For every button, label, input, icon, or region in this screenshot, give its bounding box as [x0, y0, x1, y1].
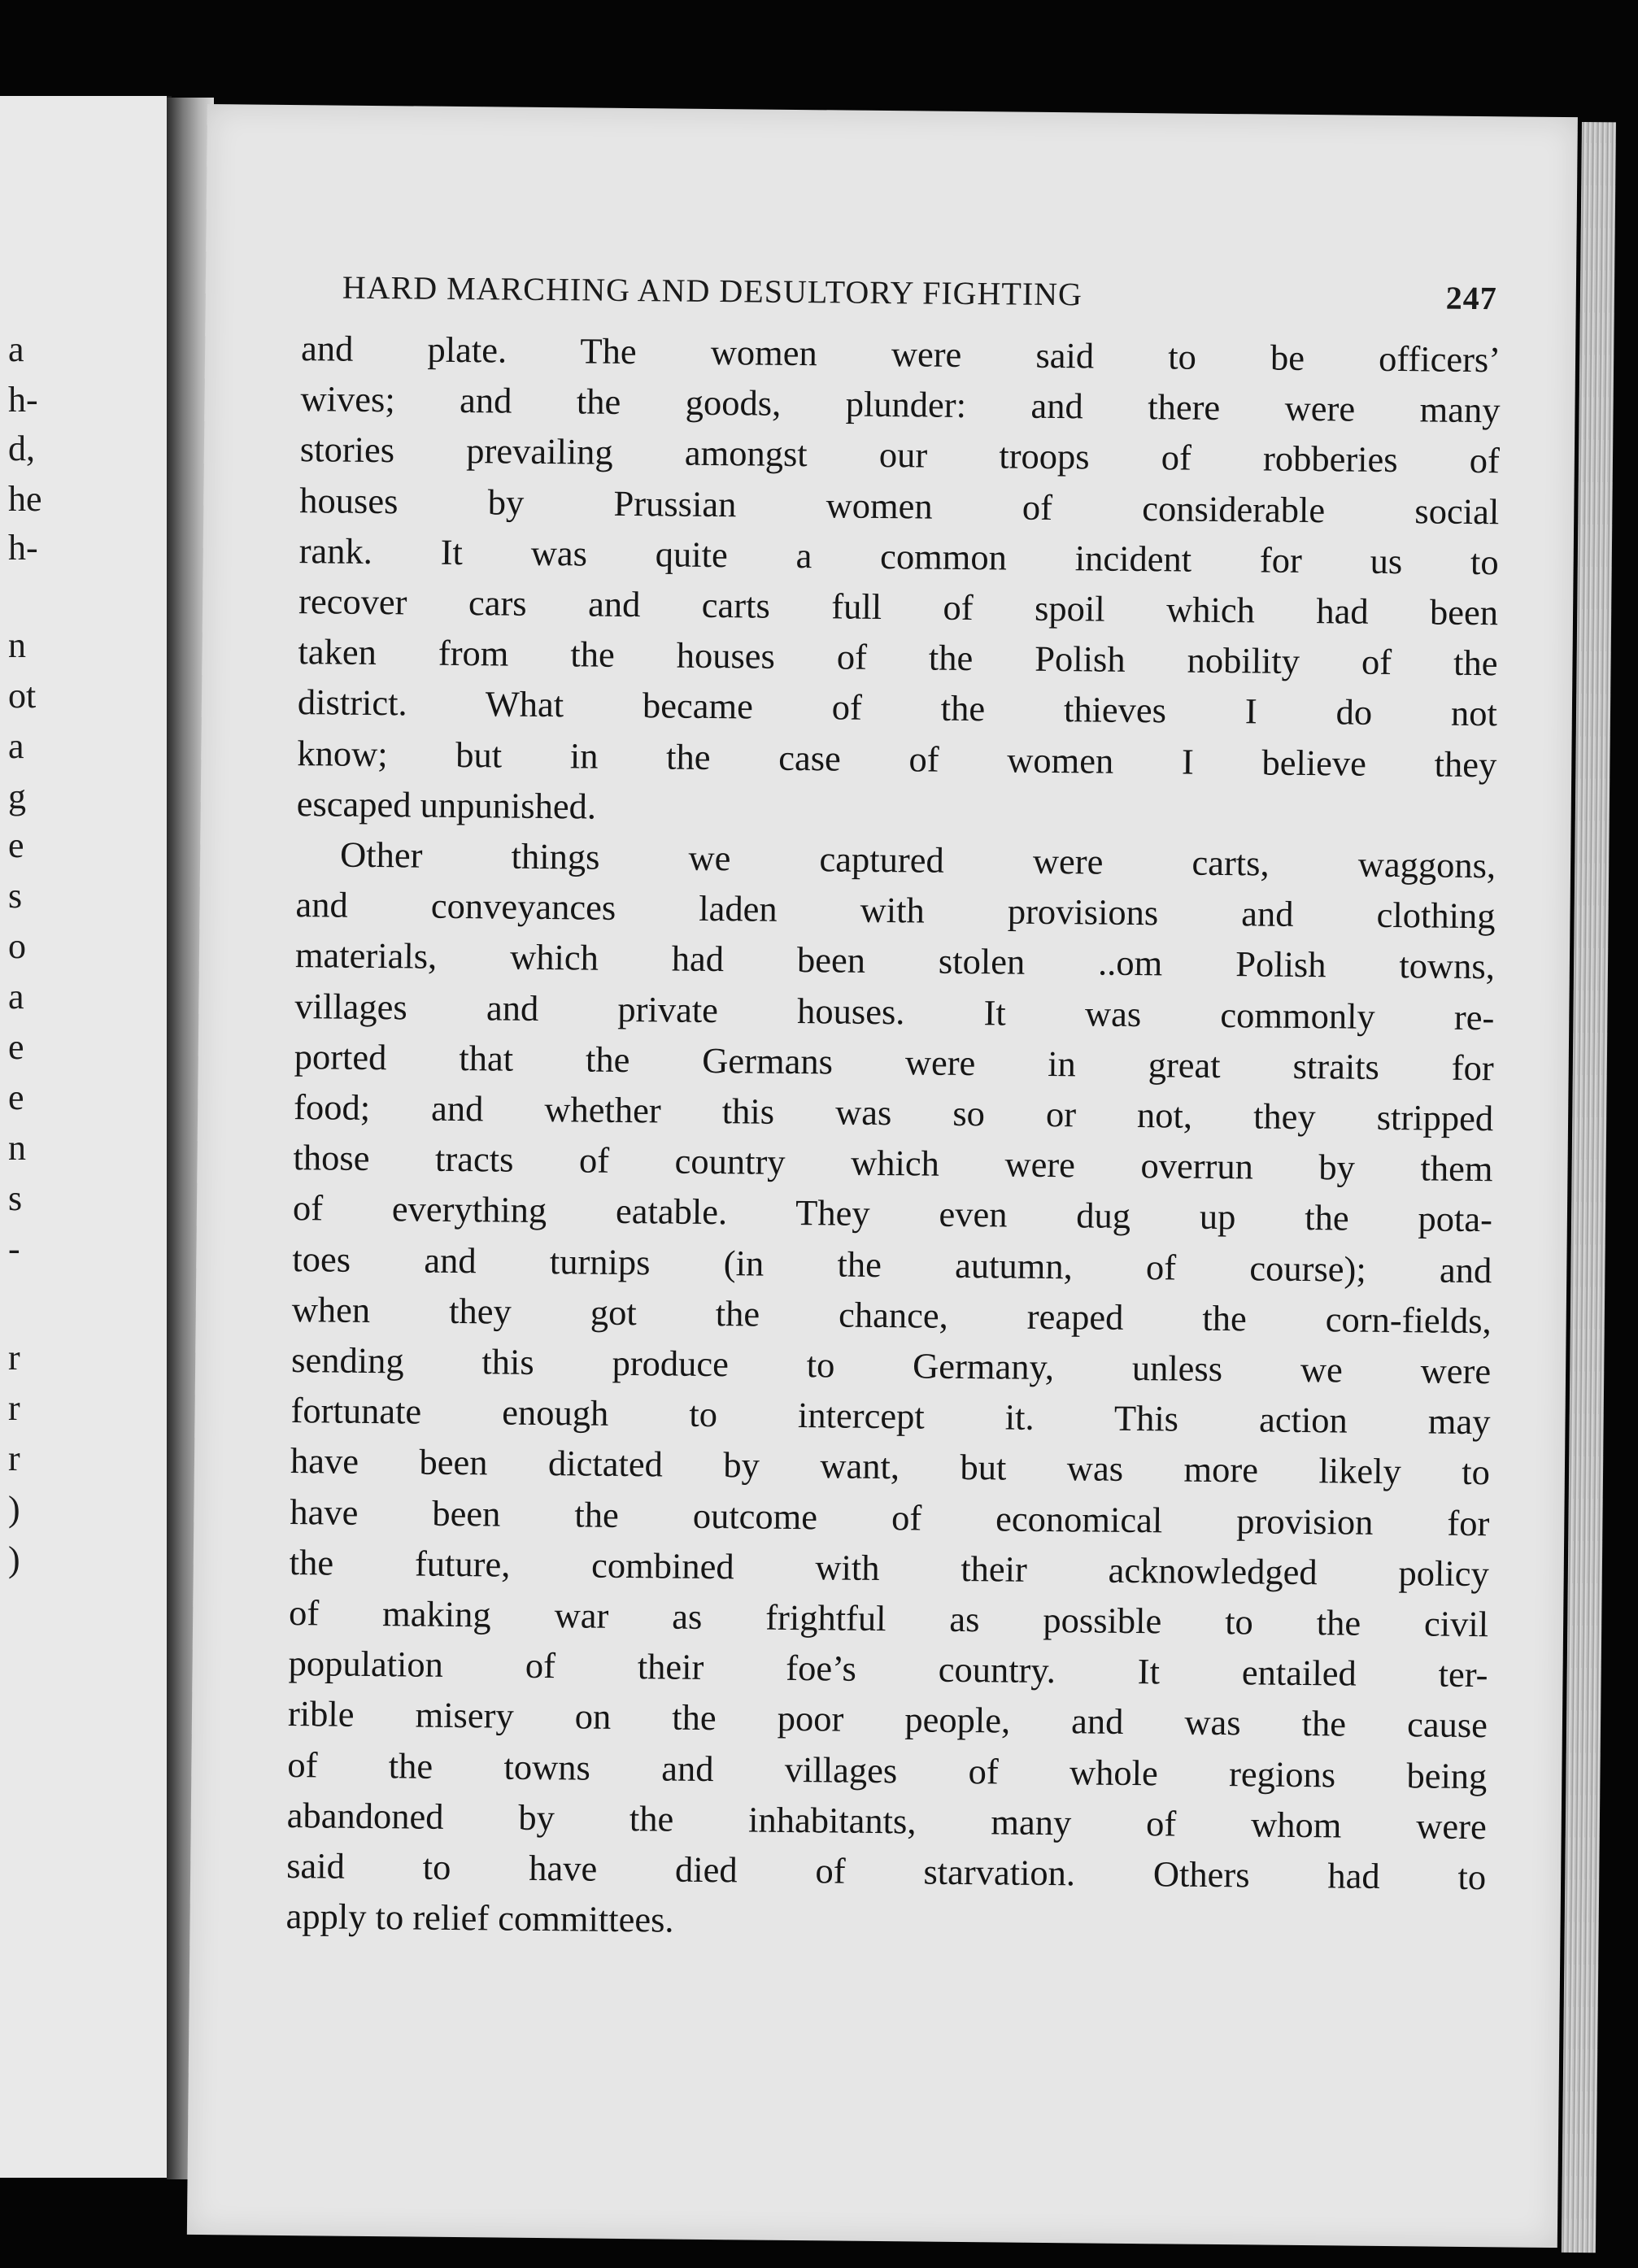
left-page-fragment: r: [8, 1439, 20, 1478]
text-line: know; but in the case of women I believe they: [297, 732, 1497, 785]
text-line: rank. It was quite a common incident for us to: [298, 529, 1499, 583]
text-line: food; and whether this was so or not, they stripped: [293, 1086, 1494, 1139]
text-line: apply to relief committees.: [285, 1896, 674, 1940]
left-page-fragment: n: [8, 625, 26, 665]
text-line: when they got the chance, reaped the corn-fields,: [291, 1288, 1492, 1342]
text-line: abandoned by the inhabitants, many of whom were: [286, 1794, 1487, 1848]
text-line: escaped unpunished.: [296, 782, 597, 827]
text-line: fortunate enough to intercept it. This action may: [290, 1390, 1491, 1443]
text-line: and conveyances laden with provisions and clothing: [295, 884, 1496, 937]
page-number: 247: [1445, 279, 1497, 317]
left-page-fragment: h-: [8, 528, 38, 568]
text-line: Other things we captured were carts, waggons,: [339, 834, 1496, 886]
text-line: of making war as frightful as possible to the civil: [288, 1592, 1489, 1645]
text-line: the future, combined with their acknowledged policy: [289, 1541, 1489, 1595]
paragraph-1: [296, 323, 1501, 840]
text-line: recover cars and carts full of spoil which had been: [298, 581, 1499, 633]
text-line: stories prevailing amongst our troops of robberies of: [299, 429, 1501, 481]
text-line: taken from the houses of the Polish nobility of the: [298, 631, 1498, 684]
left-page-fragment: r: [8, 1338, 20, 1378]
text-line: said to have died of starvation. Others had to: [285, 1845, 1487, 1898]
text-line: have been dictated by want, but was more likely to: [290, 1440, 1491, 1493]
text-line: toes and turnips (in the autumn, of course); and: [292, 1238, 1492, 1291]
running-head-title: HARD MARCHING AND DESULTORY FIGHTING: [342, 268, 1083, 313]
text-line: ported that the Germans were in great straits for: [294, 1035, 1494, 1089]
text-line: and plate. The women were said to be officers’: [300, 328, 1501, 381]
text-line: wives; and the goods, plunder: and there were many: [300, 378, 1501, 431]
text-line: materials, which had been stolen ..om Polish towns,: [294, 934, 1496, 987]
text-line: rible misery on the poor people, and was the cause: [287, 1693, 1488, 1746]
left-page-fragment: s: [8, 1178, 23, 1218]
left-page-fragment: ): [8, 1489, 20, 1529]
text-line: district. What became of the thieves I do not: [297, 681, 1498, 734]
left-page-fragment: a: [8, 726, 24, 766]
left-page-fragment: o: [8, 926, 26, 966]
left-page-fragment: h-: [8, 380, 38, 420]
text-line: have been the outcome of economical provision for: [290, 1491, 1490, 1543]
text-line: sending this produce to Germany, unless we were: [290, 1339, 1492, 1392]
left-page-fragment: he: [8, 479, 42, 519]
left-page-fragment: -: [8, 1229, 20, 1269]
text-line: houses by Prussian women of considerable social: [299, 479, 1500, 532]
left-page-fragment: g: [8, 777, 26, 816]
left-page-fragment: a: [8, 329, 24, 369]
left-page-fragment: a: [8, 977, 24, 1016]
text-line: of everything eatable. They even dug up the pota-: [292, 1187, 1493, 1240]
left-page-fragment: e: [8, 1077, 24, 1117]
left-page-fragment: n: [8, 1128, 26, 1168]
left-page-fragment: s: [8, 876, 23, 916]
left-page-fragment: ot: [8, 676, 37, 716]
body-text: [285, 323, 1501, 1953]
left-page-fragment: r: [8, 1388, 20, 1428]
left-facing-page-fragment: [0, 96, 172, 2178]
text-line: population of their foe’s country. It entailed ter-: [288, 1643, 1488, 1696]
book-page: [187, 104, 1578, 2248]
left-page-fragment: ): [8, 1539, 20, 1579]
left-page-fragment: e: [8, 1027, 24, 1067]
text-line: those tracts of country which were overrun by them: [293, 1137, 1493, 1190]
running-head: [342, 268, 1497, 329]
left-page-fragment: d,: [8, 429, 35, 468]
left-page-fragment: e: [8, 825, 24, 865]
paragraph-2: [285, 829, 1496, 1953]
text-line: of the towns and villages of whole regions being: [287, 1743, 1488, 1796]
text-line: villages and private houses. It was commonly re-: [294, 985, 1495, 1038]
